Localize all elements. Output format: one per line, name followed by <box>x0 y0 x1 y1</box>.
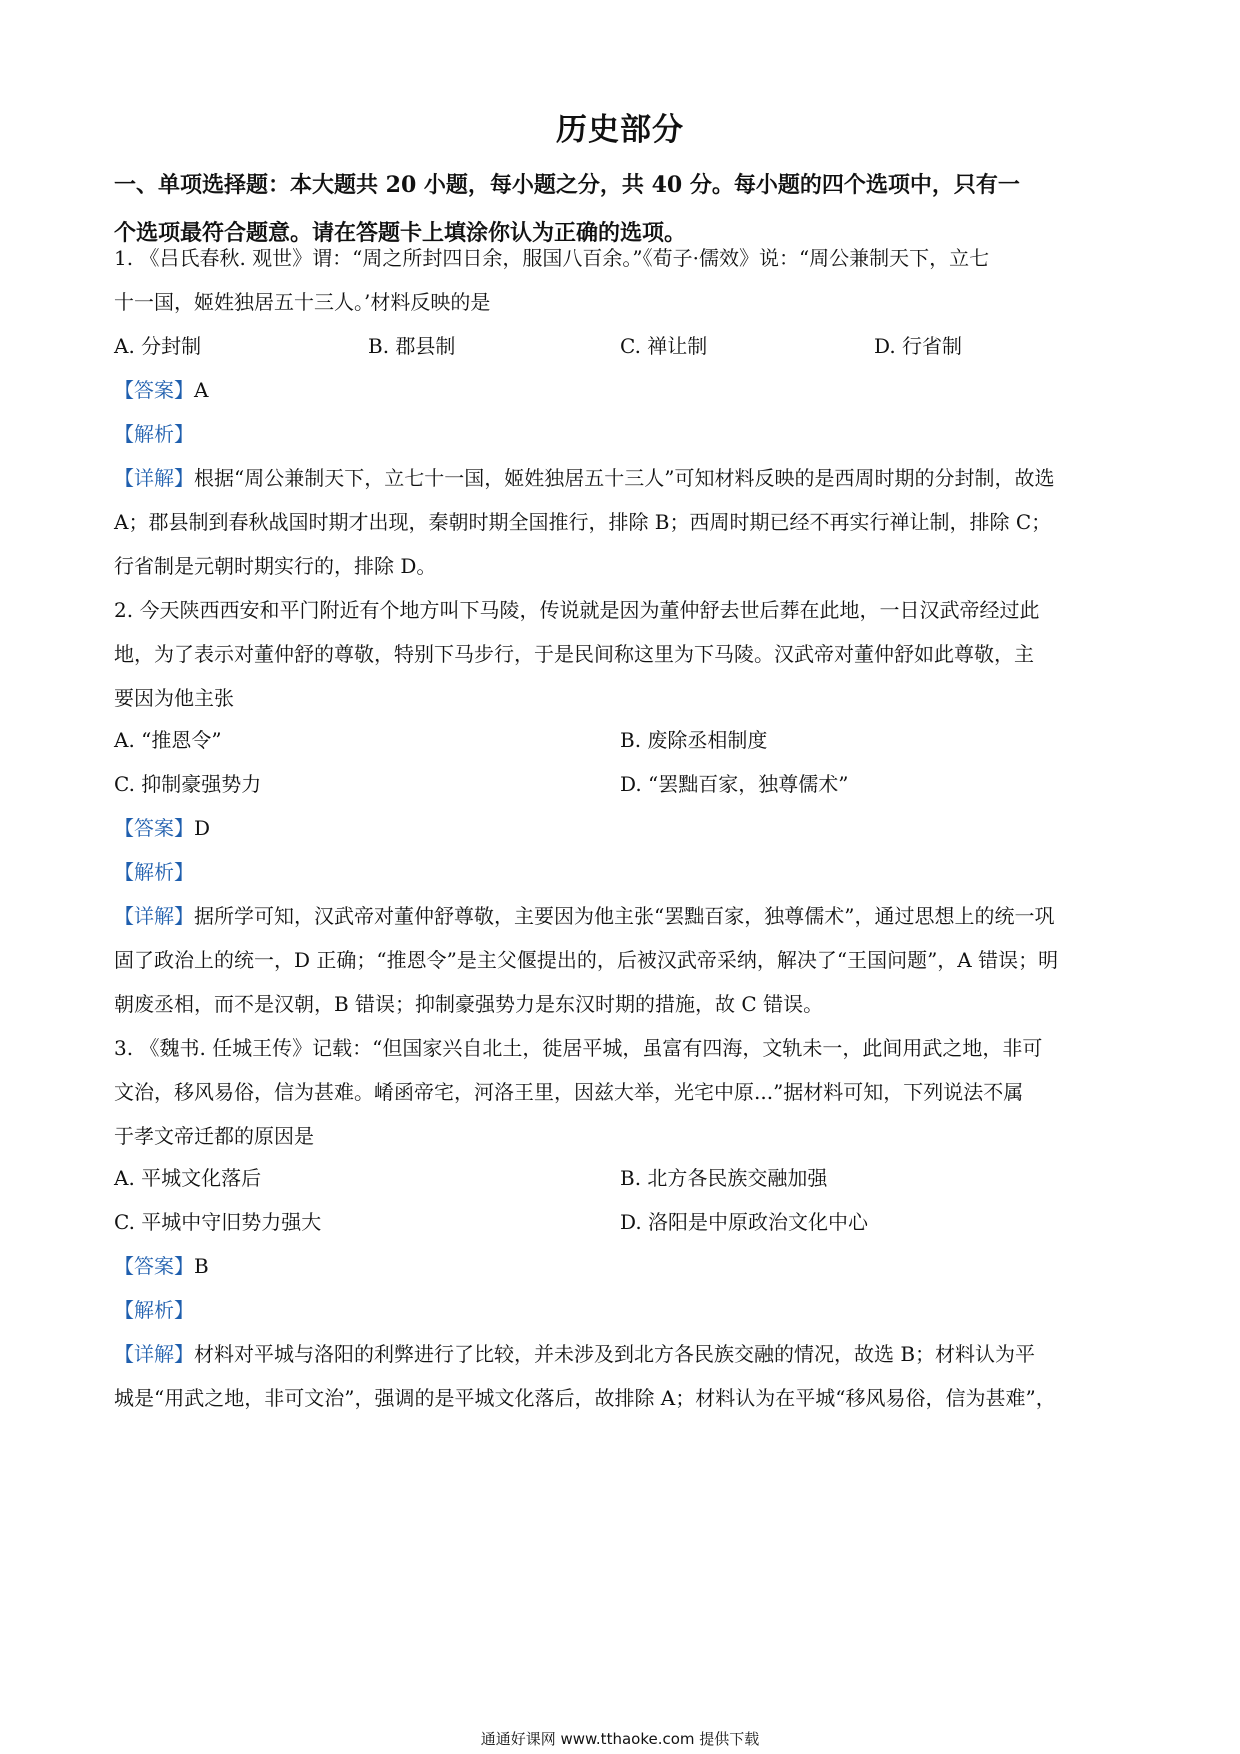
q1-detail-text1: 根据“周公兼制天下，立七十一国，姬姓独居五十三人”可知材料反映的是西周时期的分封制，故选 <box>194 466 1055 490</box>
q2-analysis <box>114 858 194 886</box>
q3-detail-line1 <box>114 1340 1035 1368</box>
q2-answer <box>114 814 210 842</box>
q3-option-b: B. 北方各民族交融加强 <box>620 1166 828 1190</box>
q2-stem-line2: 地，为了表示对董仲舒的尊敬，特别下马步行，于是民间称这里为下马陵。汉武帝对董仲舒如此尊敬，主 <box>114 642 1034 666</box>
q2-detail-line1 <box>114 902 1054 930</box>
q2-stem-line1: 2. 今天陕西西安和平门附近有个地方叫下马陵，传说就是因为董仲舒去世后葬在此地，一日汉武帝经过此 <box>114 598 1040 622</box>
q1-detail-line2: A；郡县制到春秋战国时期才出现，秦朝时期全国推行，排除 B；西周时期已经不再实行禅让制，排除 C； <box>114 510 1052 534</box>
q3-option-d: D. 洛阳是中原政治文化中心 <box>620 1210 869 1234</box>
answer-tag: 【答案】 <box>114 1254 194 1278</box>
q3-stem-line2: 文治，移风易俗，信为甚难。崤函帝宅，河洛王里，因兹大举，光宅中原...”据材料可知，下列说法不属 <box>114 1080 1024 1104</box>
answer-tag: 【答案】 <box>114 378 194 402</box>
q1-detail-line1 <box>114 464 1054 492</box>
q1-option-b: B. 郡县制 <box>368 334 456 358</box>
section-heading-line1: 一、单项选择题：本大题共 20 小题，每小题之分，共 40 分。每小题的四个选项中，只有一 <box>114 172 1020 198</box>
q3-option-c: C. 平城中守旧势力强大 <box>114 1210 322 1234</box>
q2-option-a: A. “推恩令” <box>114 728 222 752</box>
analysis-tag: 【解析】 <box>114 422 194 446</box>
q3-detail-text1: 材料对平城与洛阳的利弊进行了比较，并未涉及到北方各民族交融的情况，故选 B；材料认为平 <box>194 1342 1036 1366</box>
q2-option-b: B. 废除丞相制度 <box>620 728 768 752</box>
answer-tag: 【答案】 <box>114 816 194 840</box>
q2-detail-text1: 据所学可知，汉武帝对董仲舒尊敬，主要因为他主张“罢黜百家，独尊儒术”，通过思想上的统一巩 <box>194 904 1055 928</box>
q1-option-c: C. 禅让制 <box>620 334 708 358</box>
q3-option-a: A. 平城文化落后 <box>114 1166 262 1190</box>
q1-answer <box>114 376 208 404</box>
q2-answer-value: D <box>194 816 211 840</box>
q1-option-a: A. 分封制 <box>114 334 202 358</box>
q3-answer <box>114 1252 209 1280</box>
q1-answer-value: A <box>194 378 209 402</box>
q3-answer-value: B <box>194 1254 209 1278</box>
q1-detail-line3: 行省制是元朝时期实行的，排除 D。 <box>114 554 437 578</box>
section-heading-line2: 个选项最符合题意。请在答题卡上填涂你认为正确的选项。 <box>114 220 687 246</box>
q2-detail-line2: 固了政治上的统一，D 正确；“推恩令”是主父偃提出的，后被汉武帝采纳，解决了“王国问题”，A 错误；明 <box>114 948 1059 972</box>
q2-option-c: C. 抑制豪强势力 <box>114 772 262 796</box>
q2-stem-line3: 要因为他主张 <box>114 686 234 710</box>
detail-tag: 【详解】 <box>114 904 194 928</box>
q1-stem-line1: 1. 《吕氏春秋. 观世》谓：“周之所封四日余，服国八百余。”《荀子·儒效》说：“周公兼制天下，立七 <box>114 246 990 270</box>
q1-stem-line2: 十一国，姬姓独居五十三人。’材料反映的是 <box>114 290 491 314</box>
q1-analysis <box>114 420 194 448</box>
q3-stem-line3: 于孝文帝迁都的原因是 <box>114 1124 314 1148</box>
q3-detail-line2: 城是“用武之地，非可文治”，强调的是平城文化落后，故排除 A；材料认为在平城“移风易俗，信为甚难”， <box>114 1386 1056 1410</box>
q2-option-d: D. “罢黜百家，独尊儒术” <box>620 772 849 796</box>
q1-option-d: D. 行省制 <box>874 334 963 358</box>
analysis-tag: 【解析】 <box>114 1298 194 1322</box>
footer-watermark: 通通好课网 www.tthaoke.com 提供下载 <box>480 1730 760 1748</box>
q3-analysis <box>114 1296 194 1324</box>
q3-stem-line1: 3. 《魏书. 任城王传》记载：“但国家兴自北土，徙居平城，虽富有四海，文轨未一，此间用武之地，非可 <box>114 1036 1043 1060</box>
analysis-tag: 【解析】 <box>114 860 194 884</box>
detail-tag: 【详解】 <box>114 1342 194 1366</box>
page-title: 历史部分 <box>556 112 684 148</box>
detail-tag: 【详解】 <box>114 466 194 490</box>
q2-detail-line3: 朝废丞相，而不是汉朝，B 错误；抑制豪强势力是东汉时期的措施，故 C 错误。 <box>114 992 824 1016</box>
